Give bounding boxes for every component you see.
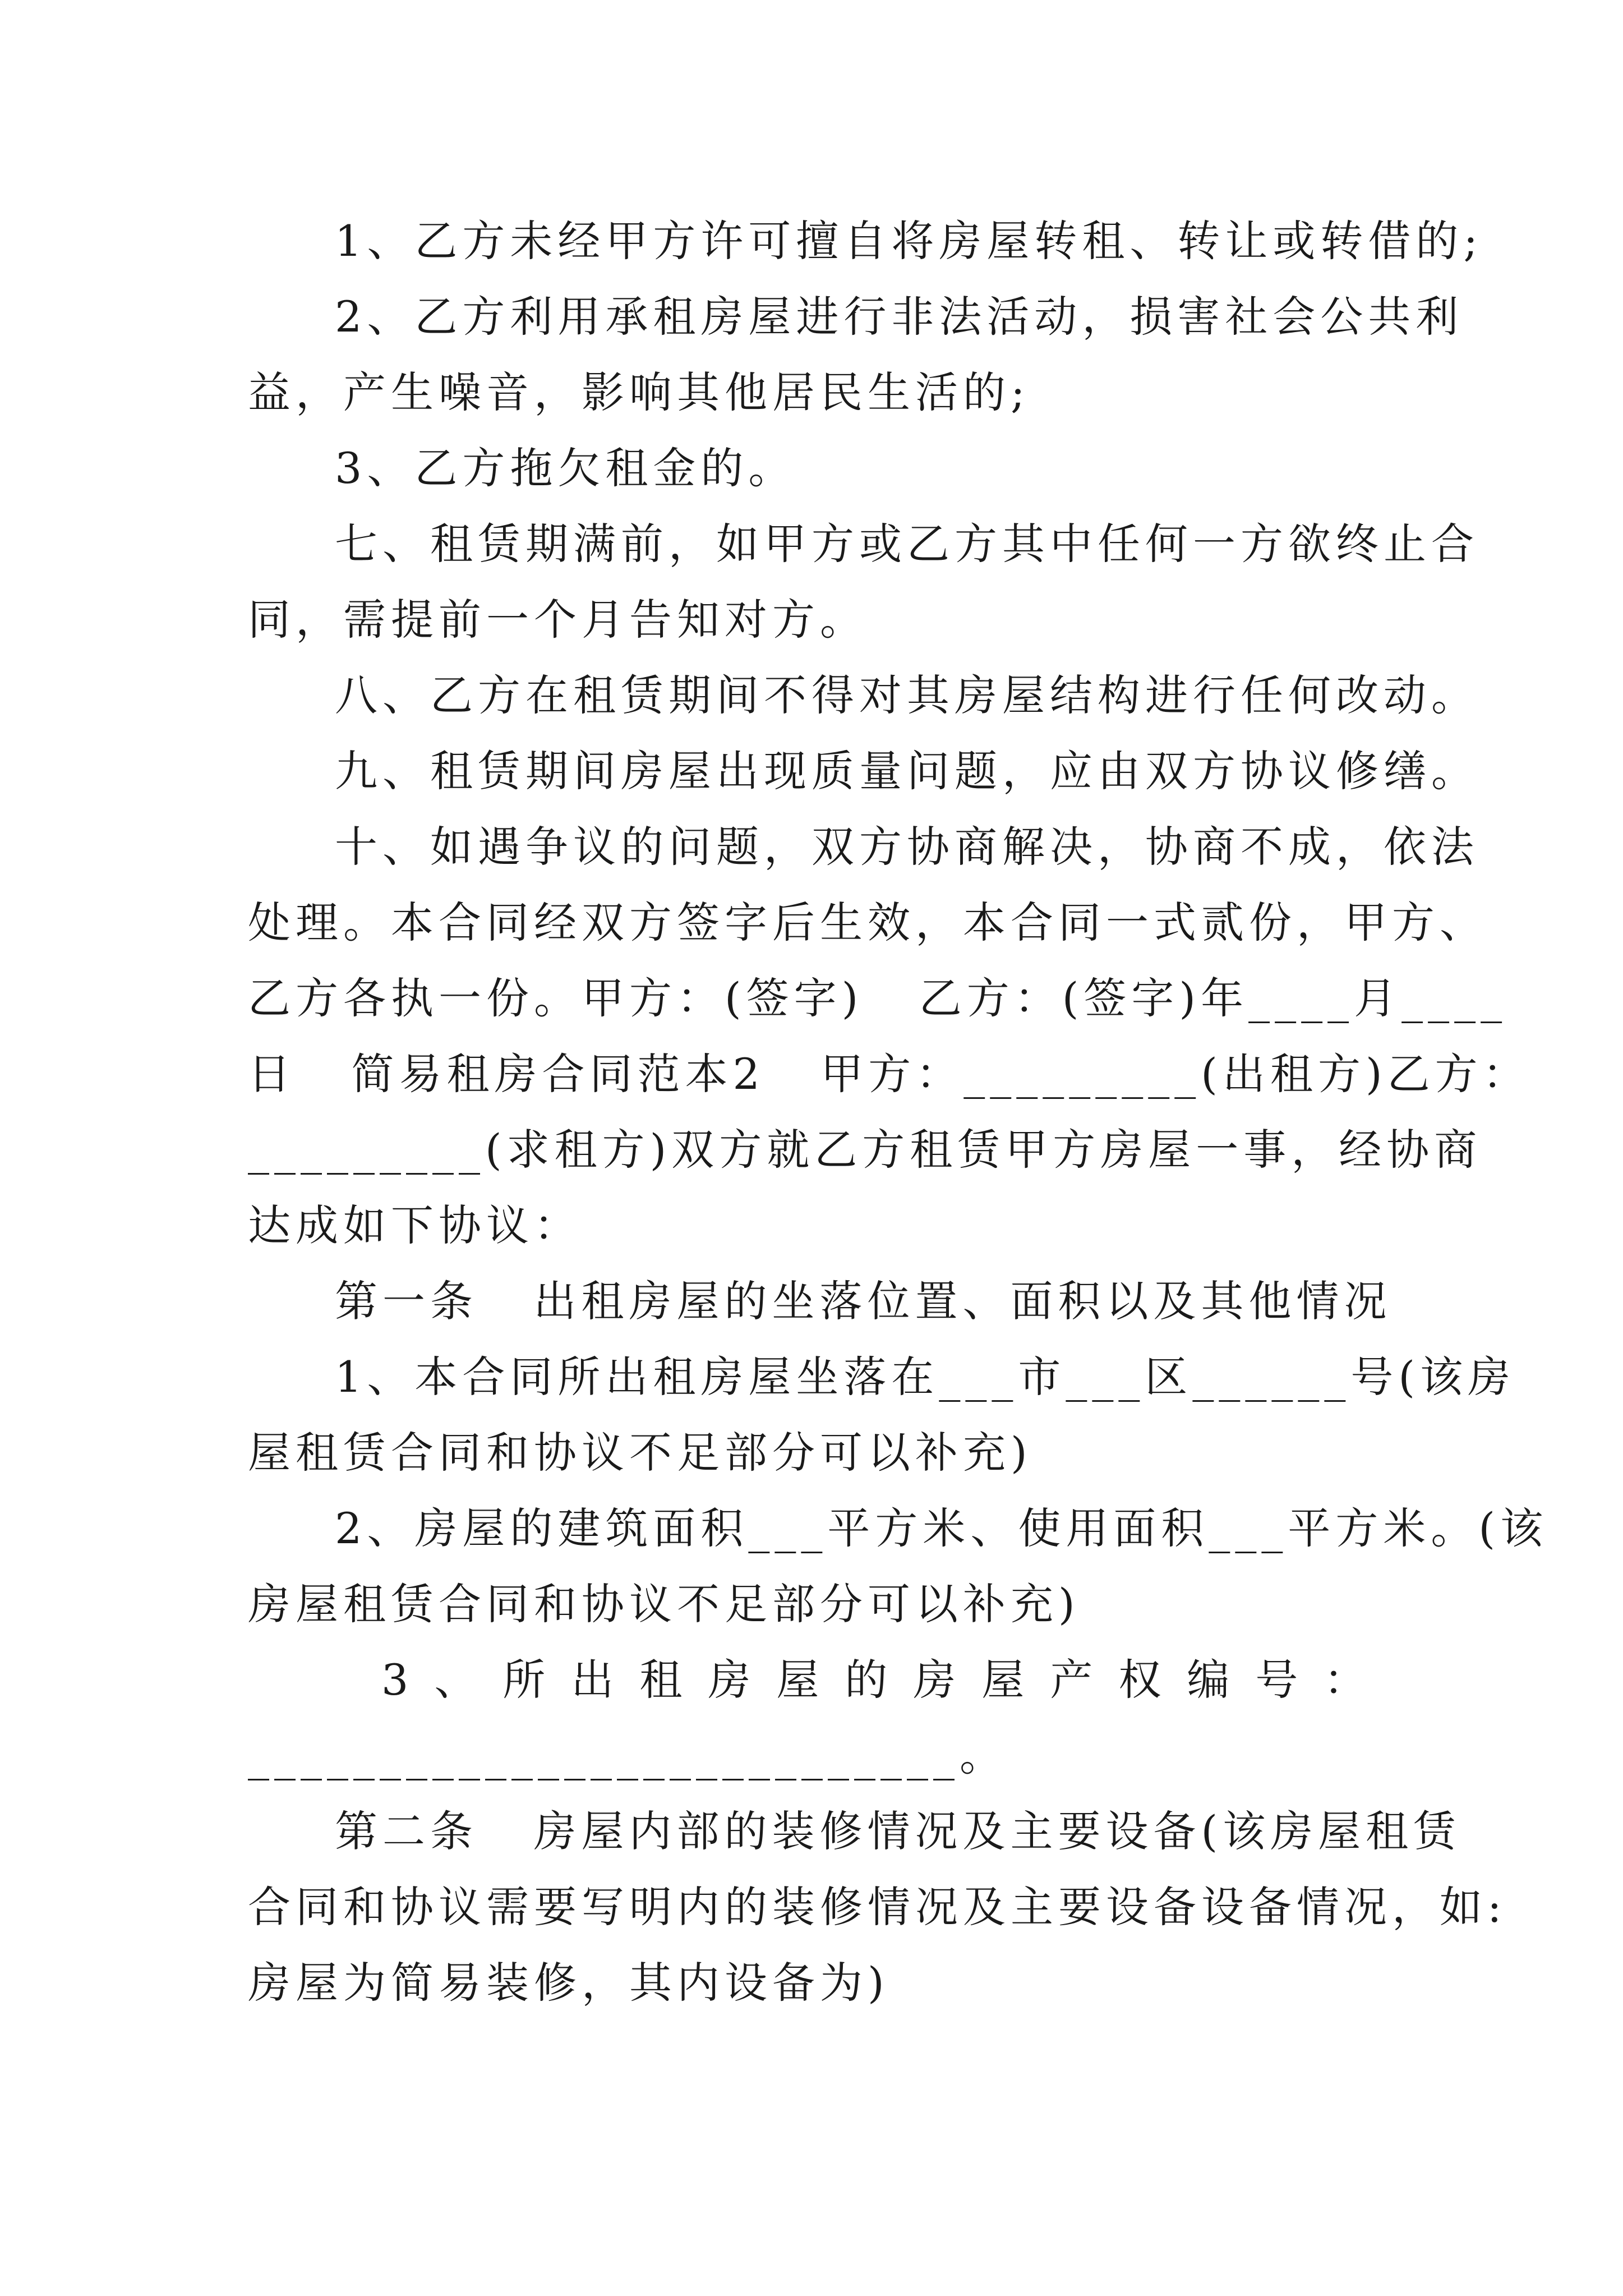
text-line: 1、本合同所出租房屋坐落在___市___区______号(该房 [335, 1352, 1516, 1402]
text-line: 房屋租赁合同和协议不足部分可以补充) [248, 1579, 1080, 1629]
text-line: 七、租赁期满前，如甲方或乙方其中任何一方欲终止合 [335, 519, 1479, 569]
text-line: 3、乙方拖欠租金的。 [335, 443, 796, 493]
section-heading: 第一条 出租房屋的坐落位置、面积以及其他情况 [335, 1276, 1392, 1326]
section-heading: 第二条 房屋内部的装修情况及主要设备(该房屋租赁 [335, 1806, 1461, 1856]
text-line: _________(求租方)双方就乙方租赁甲方房屋一事，经协商 [248, 1125, 1482, 1175]
text-line: 益，产生噪音，影响其他居民生活的; [248, 367, 1030, 417]
text-line: 十、如遇争议的问题，双方协商解决，协商不成，依法 [335, 822, 1479, 872]
text-line: 乙方各执一份。甲方：(签字) 乙方：(签字)年____月____ [248, 973, 1507, 1023]
text-line: 2、乙方利用承租房屋进行非法活动，损害社会公共利 [335, 292, 1464, 342]
text-line: 同，需提前一个月告知对方。 [248, 595, 868, 645]
text-line: 日 简易租房合同范本2 甲方：_________(出租方)乙方： [248, 1049, 1530, 1099]
text-line: 屋租赁合同和协议不足部分可以补充) [248, 1428, 1032, 1478]
text-line: ___________________________。 [248, 1731, 1007, 1780]
text-line: 房屋为简易装修，其内设备为) [248, 1958, 889, 2008]
text-line: 1、乙方未经甲方许可擅自将房屋转租、转让或转借的; [335, 216, 1483, 266]
text-line: 2、房屋的建筑面积___平方米、使用面积___平方米。(该 [335, 1503, 1548, 1553]
text-line: 九、租赁期间房屋出现质量问题，应由双方协议修缮。 [335, 746, 1479, 796]
text-line: 合同和协议需要写明内的装修情况及主要设备设备情况，如: [248, 1882, 1507, 1932]
text-line: 达成如下协议： [248, 1200, 582, 1250]
text-line: 八、乙方在租赁期间不得对其房屋结构进行任何改动。 [335, 670, 1479, 720]
text-line: 3、所出租房屋的房屋产权编号： [381, 1655, 1393, 1705]
text-line: 处理。本合同经双方签字后生效，本合同一式贰份，甲方、 [248, 898, 1487, 947]
